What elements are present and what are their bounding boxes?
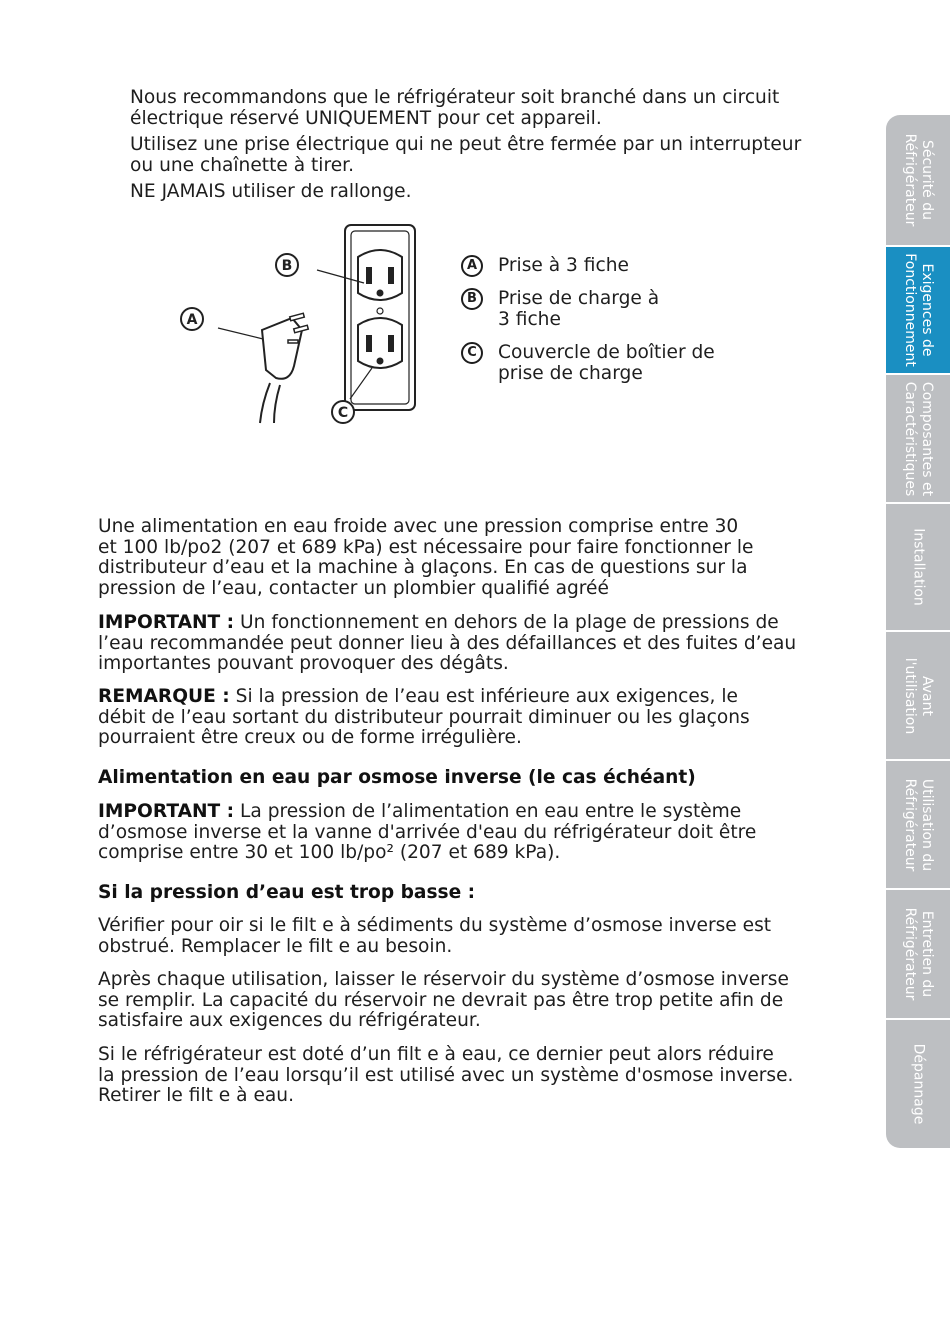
important-label: IMPORTANT : <box>98 612 235 633</box>
tab-label: l'utilisation <box>902 657 918 734</box>
tab-label: Composantes et <box>919 381 935 496</box>
tab-label: Installation <box>910 528 927 606</box>
legend-text: prise de charge <box>498 363 643 384</box>
important-paragraph-1 <box>98 613 796 675</box>
text-line: Une alimentation en eau froide avec une pression comprise entre 30 <box>98 516 739 537</box>
tab-label: Utilisation du <box>919 778 935 871</box>
text-line: Vérifier pour oir si le filt e à sédiments du système d’osmose inverse est <box>98 915 772 936</box>
note-paragraph <box>98 687 750 749</box>
text-line: satisfaire aux exigences du réfrigérateur. <box>98 1010 481 1031</box>
slot <box>388 267 394 284</box>
tab-utilisation[interactable] <box>886 759 950 888</box>
text-line: distributeur d’eau et la machine à glaçons. En cas de questions sur la <box>98 557 748 578</box>
marker-b: B <box>281 258 293 274</box>
tab-composantes[interactable] <box>886 373 950 502</box>
ro-heading: Alimentation en eau par osmose inverse (le cas échéant) <box>98 767 696 788</box>
tab-label: Réfrigérateur <box>902 778 918 871</box>
slot <box>366 335 372 352</box>
text-line: la pression de l’eau lorsqu’il est utilisé avec un système d'osmose inverse. <box>98 1064 794 1086</box>
text-line: Nous recommandons que le réfrigérateur soit branché dans un circuit <box>130 87 780 108</box>
text-line: pression de l’eau, contacter un plombier qualifié agréé <box>98 577 609 599</box>
legend-text: Prise de charge à <box>498 288 660 309</box>
important-label: IMPORTANT : <box>98 801 235 822</box>
tab-label: Réfrigérateur <box>902 133 918 227</box>
tab-depannage[interactable] <box>886 1018 950 1148</box>
tab-label: Avant <box>919 675 935 716</box>
tab-label: Exigences de <box>919 263 935 357</box>
text-line: Un fonctionnement en dehors de la plage de pressions de <box>234 612 779 633</box>
leader-line-a <box>218 328 263 339</box>
ground-hole <box>377 358 384 365</box>
tab-label: Fonctionnement <box>902 253 918 367</box>
text-line: électrique réservé UNIQUEMENT pour cet appareil. <box>130 107 602 129</box>
text-line: se remplir. La capacité du réservoir ne devrait pas être trop petite afin de <box>98 989 784 1011</box>
marker-c: C <box>337 405 349 421</box>
tab-installation[interactable] <box>886 502 950 630</box>
outlet-illustration <box>150 215 440 430</box>
tab-securite[interactable] <box>886 115 950 245</box>
tab-label: Dépannage <box>910 1043 927 1125</box>
intro-paragraph-1 <box>130 88 779 129</box>
text-line: Si la pression de l’eau est inférieure aux exigences, le <box>229 686 738 707</box>
intro-paragraph-3 <box>130 182 412 203</box>
legend-badge-b: B <box>461 288 483 310</box>
tab-entretien[interactable] <box>886 888 950 1018</box>
text-line: et 100 lb/po2 (207 et 689 kPa) est nécessaire pour faire fonctionner le <box>98 536 754 558</box>
text-line: pourraient être creux ou de forme irrégulière. <box>98 727 522 748</box>
slot <box>366 267 372 284</box>
text-line: Si le réfrigérateur est doté d’un filt e à eau, ce dernier peut alors réduire <box>98 1044 774 1065</box>
text-line: débit de l’eau sortant du distributeur pourrait diminuer ou les glaçons <box>98 706 750 728</box>
text-line: Utilisez une prise électrique qui ne peut être fermée par un interrupteur <box>130 134 802 155</box>
tab-label: Sécurité du <box>919 139 935 221</box>
text-line: obstrué. Remplacer le filt e au besoin. <box>98 935 453 957</box>
text-line: l’eau recommandée peut donner lieu à des défaillances et des fuites d’eau <box>98 632 797 654</box>
tab-label: Réfrigérateur <box>902 907 918 1001</box>
low-pressure-paragraph-3 <box>98 1045 793 1107</box>
prong <box>288 340 298 343</box>
text-line: Retirer le filt e à eau. <box>98 1085 294 1106</box>
important-paragraph-2 <box>98 802 756 864</box>
legend-badge-c: C <box>461 342 483 364</box>
plug-cord <box>260 383 270 423</box>
note-label: REMARQUE : <box>98 686 230 707</box>
plug-cord <box>274 385 280 423</box>
text-line: importantes pouvant provoquer des dégâts. <box>98 653 509 674</box>
slot <box>388 335 394 352</box>
tab-avant-utilisation[interactable] <box>886 630 950 759</box>
legend-text: Couvercle de boîtier de <box>498 342 715 363</box>
intro-paragraph-2 <box>130 135 801 176</box>
text-line: d’osmose inverse et la vanne d'arrivée d'eau du réfrigérateur doit être <box>98 821 757 843</box>
tab-label: Caractéristiques <box>902 381 918 496</box>
text-line: NE JAMAIS utiliser de rallonge. <box>130 181 412 202</box>
tab-label: Entretien du <box>919 910 935 998</box>
plug-body <box>262 318 302 379</box>
tab-exigences[interactable] <box>886 245 950 373</box>
low-pressure-heading: Si la pression d’eau est trop basse : <box>98 882 476 903</box>
text-line: La pression de l’alimentation en eau entre le système <box>234 801 742 822</box>
legend-text: Prise à 3 fiche <box>498 255 629 276</box>
marker-a: A <box>186 312 198 328</box>
water-paragraph-1 <box>98 517 753 599</box>
legend-badge-a: A <box>461 255 483 277</box>
prong <box>290 313 305 320</box>
text-line: comprise entre 30 et 100 lb/po² (207 et 689 kPa). <box>98 842 561 863</box>
low-pressure-paragraph-2 <box>98 970 789 1032</box>
text-line: ou une chaînette à tirer. <box>130 154 354 176</box>
low-pressure-paragraph-1 <box>98 916 771 957</box>
text-line: Après chaque utilisation, laisser le réservoir du système d’osmose inverse <box>98 969 789 990</box>
legend-text: 3 fiche <box>498 309 561 330</box>
ground-hole <box>377 290 384 297</box>
